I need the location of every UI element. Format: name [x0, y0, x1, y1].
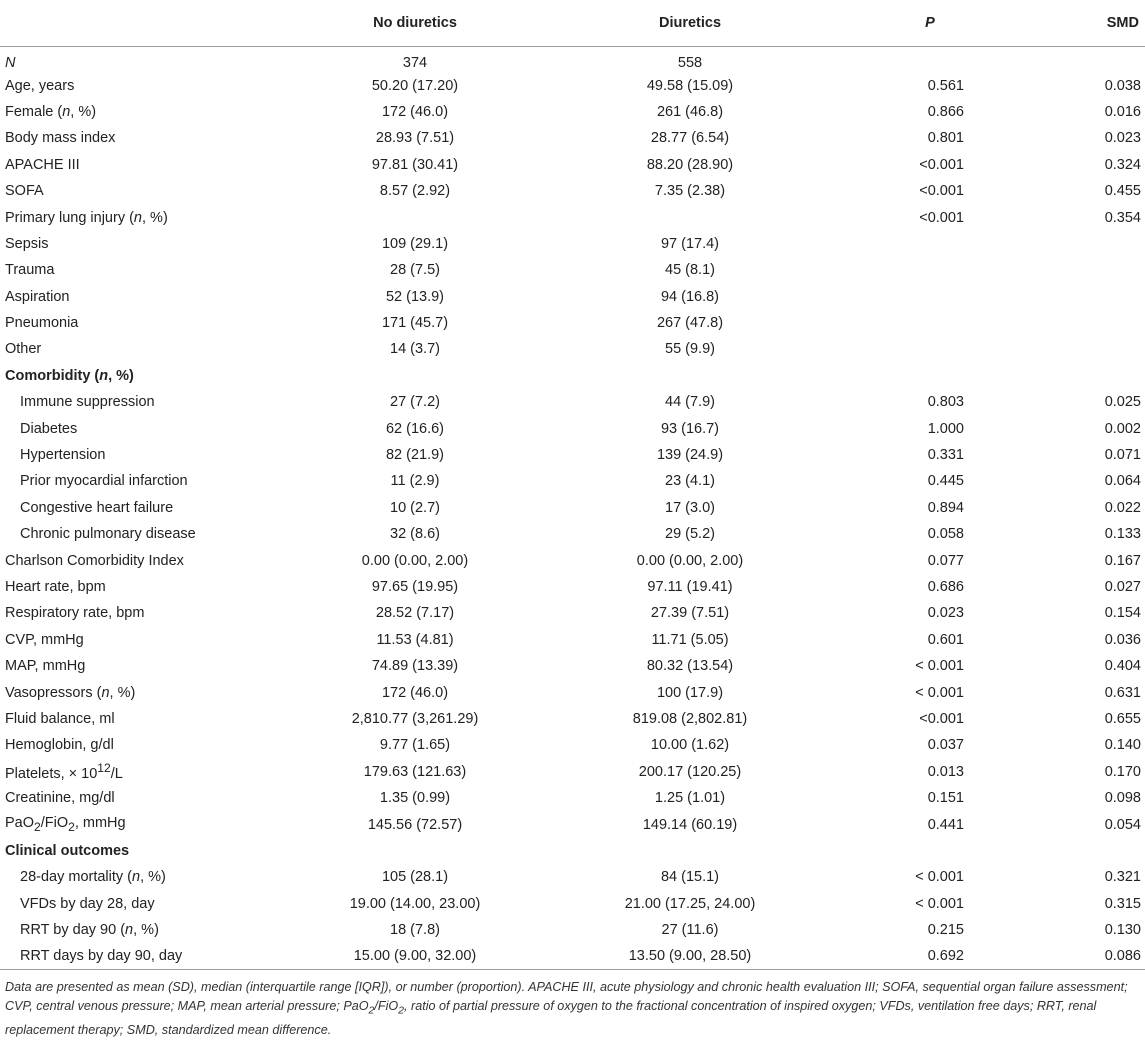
cell-p-value: <0.001	[919, 156, 964, 173]
cell-p-value	[880, 46, 980, 72]
table-row	[0, 759, 1145, 785]
cell-p-value: <0.001	[919, 183, 964, 200]
cell-p-value: 0.037	[927, 737, 964, 754]
cell-smd: 0.038	[1104, 77, 1141, 94]
table-row	[0, 72, 1145, 98]
table-row	[0, 547, 1145, 573]
table-row	[0, 811, 1145, 837]
row-label: Charlson Comorbidity Index	[5, 552, 184, 569]
cell-smd	[980, 46, 1145, 72]
cell-smd	[980, 838, 1145, 864]
cell-smd	[980, 336, 1145, 362]
cell-smd: 0.016	[1104, 103, 1141, 120]
cell-smd: 0.098	[1104, 790, 1141, 807]
cell-diuretics: 139 (24.9)	[656, 447, 724, 464]
cell-p-value: <0.001	[919, 209, 964, 226]
cell-p-value: < 0.001	[915, 684, 964, 701]
cell-smd: 0.321	[1104, 869, 1141, 886]
cell-no-diuretics: 50.20 (17.20)	[371, 77, 459, 94]
header-p-value: P	[880, 0, 980, 46]
row-label: Immune suppression	[20, 394, 155, 411]
table-footnote: Data are presented as mean (SD), median (interquartile range [IQR]), or number (proportion). APACHE III, acute physiology and chronic health evaluation III; SOFA, sequential organ failure assessment; CVP, central venous pressure; MAP, mean arterial pressure; PaO$_2$/FiO$_2$, ratio of partial pressure of oxygen to the fractional concentration of inspired oxygen; VFDs, ventilation free days; RRT, renal replacement therapy; SMD, standardized mean difference.	[5, 980, 1128, 1037]
row-label: CVP, mmHg	[5, 631, 84, 648]
row-label: PaO$_2$/FiO$_2$, mmHg	[5, 815, 126, 834]
cell-diuretics: 819.08 (2,802.81)	[632, 710, 748, 727]
cell-smd	[980, 363, 1145, 389]
cell-no-diuretics: 172 (46.0)	[381, 684, 449, 701]
cell-diuretics: 558	[677, 55, 703, 72]
cell-no-diuretics	[330, 838, 500, 864]
table-row	[0, 152, 1145, 178]
row-label: Sepsis	[5, 235, 49, 252]
cell-diuretics: 27 (11.6)	[661, 922, 719, 939]
table-row	[0, 732, 1145, 758]
row-label: Respiratory rate, bpm	[5, 605, 145, 622]
cell-p-value	[880, 838, 980, 864]
cell-diuretics: 94 (16.8)	[660, 288, 720, 305]
row-label: Vasopressors (n, %)	[5, 684, 136, 701]
table-row	[0, 891, 1145, 917]
cell-p-value: 0.331	[927, 447, 964, 464]
row-label: Hemoglobin, g/dl	[5, 737, 114, 754]
row-label: Clinical outcomes	[5, 842, 130, 859]
section-header-row	[0, 838, 1145, 864]
cell-no-diuretics: 15.00 (9.00, 32.00)	[330, 943, 500, 969]
cell-smd: 0.154	[1104, 605, 1141, 622]
cell-smd: 0.036	[1104, 631, 1141, 648]
table-row	[0, 178, 1145, 204]
table-row	[0, 284, 1145, 310]
cell-smd: 0.054	[1104, 816, 1141, 833]
cell-no-diuretics: 10 (2.7)	[390, 499, 440, 516]
table-row	[0, 521, 1145, 547]
table-row	[0, 679, 1145, 705]
cell-no-diuretics: 74.89 (13.39)	[371, 658, 459, 675]
row-label: MAP, mmHg	[5, 658, 86, 675]
cell-p-value: 0.445	[927, 473, 964, 490]
cell-smd	[980, 310, 1145, 336]
cell-p-value: 0.866	[927, 103, 964, 120]
cell-p-value: 0.441	[927, 816, 964, 833]
cell-no-diuretics: 11.53 (4.81)	[376, 631, 454, 648]
cell-diuretics: 11.71 (5.05)	[651, 631, 729, 648]
cell-no-diuretics: 82 (21.9)	[385, 447, 445, 464]
cell-diuretics: 17 (3.0)	[665, 499, 715, 516]
cell-p-value	[880, 284, 980, 310]
row-label: Aspiration	[5, 288, 70, 305]
cell-no-diuretics: 28.52 (7.17)	[375, 605, 455, 622]
row-label: Creatinine, mg/dl	[5, 790, 115, 807]
cell-diuretics: 27.39 (7.51)	[650, 605, 730, 622]
cell-smd: 0.130	[1104, 922, 1141, 939]
cell-smd: 0.404	[1104, 658, 1141, 675]
cell-smd: 0.324	[1104, 156, 1141, 173]
cell-diuretics: 149.14 (60.19)	[642, 816, 738, 833]
row-label: Age, years	[5, 77, 75, 94]
cell-smd: 0.167	[1104, 552, 1141, 569]
cell-smd: 0.631	[1104, 684, 1141, 701]
cell-diuretics: 80.32 (13.54)	[646, 658, 734, 675]
cell-no-diuretics: 2,810.77 (3,261.29)	[351, 710, 479, 727]
table-row	[0, 46, 1145, 72]
cell-p-value: 0.013	[927, 763, 964, 780]
cell-diuretics: 55 (9.9)	[665, 341, 715, 358]
cell-diuretics: 21.00 (17.25, 24.00)	[624, 895, 756, 912]
table-row	[0, 917, 1145, 943]
table-row	[0, 389, 1145, 415]
cell-diuretics: 7.35 (2.38)	[654, 183, 726, 200]
header-smd: SMD	[980, 0, 1145, 46]
cell-no-diuretics	[330, 204, 500, 230]
cell-p-value	[880, 231, 980, 257]
cell-no-diuretics: 105 (28.1)	[381, 869, 449, 886]
cell-p-value	[880, 363, 980, 389]
cell-p-value: 0.077	[927, 552, 964, 569]
row-label: Platelets, × $10^{12}/L$	[5, 761, 123, 783]
cell-smd: 0.354	[1104, 209, 1141, 226]
section-header-row	[0, 363, 1145, 389]
cell-diuretics: 1.25 (1.01)	[654, 790, 726, 807]
cell-smd: 0.655	[1104, 710, 1141, 727]
cell-smd: 0.170	[1104, 763, 1141, 780]
row-label: APACHE III	[5, 156, 80, 173]
table-row	[0, 864, 1145, 890]
cell-diuretics: 49.58 (15.09)	[646, 77, 734, 94]
table-row	[0, 99, 1145, 125]
table-row	[0, 706, 1145, 732]
cell-diuretics: 261 (46.8)	[656, 103, 724, 120]
row-label: Female (n, %)	[5, 103, 97, 120]
cell-p-value: 0.803	[927, 394, 964, 411]
row-label: RRT by day 90 (n, %)	[20, 922, 159, 939]
table-row	[0, 943, 1145, 969]
header-diuretics: Diuretics	[500, 0, 880, 46]
table-row	[0, 785, 1145, 811]
cell-p-value: 0.023	[927, 605, 964, 622]
row-label: Body mass index	[5, 130, 116, 147]
cell-no-diuretics: 27 (7.2)	[390, 394, 440, 411]
cell-no-diuretics: 1.35 (0.99)	[379, 790, 451, 807]
table-row	[0, 204, 1145, 230]
row-label: Pneumonia	[5, 315, 79, 332]
cell-smd: 0.133	[1104, 526, 1141, 543]
cell-no-diuretics: 145.56 (72.57)	[367, 816, 463, 833]
row-label: Chronic pulmonary disease	[20, 526, 196, 543]
cell-smd	[980, 257, 1145, 283]
cell-p-value: < 0.001	[915, 895, 964, 912]
table-row	[0, 627, 1145, 653]
cell-no-diuretics: 374	[402, 55, 428, 72]
table-row	[0, 468, 1145, 494]
row-label: Other	[5, 341, 42, 358]
cell-smd: 0.086	[980, 943, 1145, 969]
row-label: Diabetes	[20, 420, 78, 437]
cell-no-diuretics: 172 (46.0)	[381, 103, 449, 120]
cell-diuretics: 44 (7.9)	[665, 394, 715, 411]
cell-no-diuretics: 97.81 (30.41)	[371, 156, 459, 173]
table-row	[0, 600, 1145, 626]
cell-no-diuretics: 179.63 (121.63)	[363, 763, 467, 780]
cell-no-diuretics: 11 (2.9)	[390, 473, 440, 490]
cell-diuretics: 93 (16.7)	[660, 420, 720, 437]
table-row	[0, 415, 1145, 441]
cell-smd	[980, 231, 1145, 257]
table-row	[0, 442, 1145, 468]
cell-p-value: 0.151	[927, 790, 964, 807]
cell-p-value: 0.215	[927, 922, 964, 939]
cell-smd: 0.022	[1104, 499, 1141, 516]
cell-smd: 0.071	[1104, 447, 1141, 464]
cell-smd	[980, 284, 1145, 310]
cell-diuretics: 13.50 (9.00, 28.50)	[500, 943, 880, 969]
cell-smd: 0.315	[1104, 895, 1141, 912]
cell-no-diuretics: 0.00 (0.00, 2.00)	[361, 552, 469, 569]
row-label: Fluid balance, ml	[5, 710, 115, 727]
table-row	[0, 495, 1145, 521]
cell-smd: 0.064	[1104, 473, 1141, 490]
cell-smd: 0.023	[1104, 130, 1141, 147]
table-row	[0, 310, 1145, 336]
row-label: Comorbidity (n, %)	[5, 367, 134, 384]
cell-diuretics: 84 (15.1)	[660, 869, 720, 886]
row-label: Congestive heart failure	[20, 499, 174, 516]
cell-diuretics	[500, 204, 880, 230]
row-label: Heart rate, bpm	[5, 579, 106, 595]
cell-diuretics	[500, 838, 880, 864]
cell-diuretics: 28.77 (6.54)	[650, 130, 730, 147]
row-label: Hypertension	[20, 447, 106, 464]
table-header-row	[0, 0, 1145, 46]
cell-diuretics: 45 (8.1)	[665, 262, 715, 279]
cell-p-value: 0.561	[927, 77, 964, 94]
cell-p-value: 0.601	[927, 631, 964, 648]
cell-p-value	[880, 257, 980, 283]
cell-diuretics: 29 (5.2)	[665, 526, 715, 543]
cell-p-value: 0.801	[927, 130, 964, 147]
cell-p-value	[880, 336, 980, 362]
table-body	[0, 46, 1145, 970]
table-row	[0, 336, 1145, 362]
row-label: Trauma	[5, 262, 55, 279]
cell-diuretics: 267 (47.8)	[656, 315, 724, 332]
table-row	[0, 231, 1145, 257]
cell-no-diuretics: 18 (7.8)	[390, 922, 440, 939]
cell-smd: 0.140	[1104, 737, 1141, 754]
cell-diuretics: 100 (17.9)	[656, 684, 724, 701]
table-row	[0, 125, 1145, 151]
cell-p-value: < 0.001	[915, 658, 964, 675]
cell-diuretics: 0.00 (0.00, 2.00)	[636, 552, 744, 569]
cell-no-diuretics: 32 (8.6)	[390, 526, 440, 543]
table-row	[0, 653, 1145, 679]
table-row	[0, 257, 1145, 283]
row-label: RRT days by day 90, day	[0, 943, 330, 969]
cell-smd: 0.027	[1104, 579, 1141, 595]
cell-smd: 0.025	[1104, 394, 1141, 411]
cell-p-value	[880, 310, 980, 336]
cell-no-diuretics: 97.65 (19.95)	[371, 579, 459, 595]
row-label: Primary lung injury (n, %)	[5, 209, 168, 226]
cell-diuretics: 88.20 (28.90)	[646, 156, 734, 173]
header-variable	[0, 0, 330, 46]
cell-no-diuretics: 28 (7.5)	[390, 262, 440, 279]
cell-no-diuretics: 109 (29.1)	[381, 235, 449, 252]
header-no-diuretics: No diuretics	[330, 0, 500, 46]
row-label: Prior myocardial infarction	[20, 473, 188, 490]
cell-no-diuretics: 14 (3.7)	[390, 341, 440, 358]
cell-p-value: 0.692	[880, 943, 980, 969]
row-label: N	[5, 55, 16, 72]
cell-no-diuretics: 52 (13.9)	[385, 288, 445, 305]
cell-smd: 0.002	[1104, 420, 1141, 437]
cell-no-diuretics: 28.93 (7.51)	[375, 130, 455, 147]
cell-p-value: < 0.001	[915, 869, 964, 886]
cell-diuretics: 97.11 (19.41)	[647, 579, 733, 595]
cell-p-value: 1.000	[927, 420, 964, 437]
row-label: 28-day mortality (n, %)	[20, 869, 166, 886]
cell-diuretics	[500, 363, 880, 389]
cell-no-diuretics: 8.57 (2.92)	[379, 183, 451, 200]
table-row	[0, 574, 1145, 600]
cell-diuretics: 97 (17.4)	[660, 235, 720, 252]
cell-no-diuretics: 19.00 (14.00, 23.00)	[349, 895, 481, 912]
row-label: VFDs by day 28, day	[20, 895, 155, 912]
cell-smd: 0.455	[1104, 183, 1141, 200]
row-label: SOFA	[5, 183, 44, 200]
cell-no-diuretics: 9.77 (1.65)	[379, 737, 451, 754]
cell-no-diuretics: 62 (16.6)	[385, 420, 445, 437]
cell-no-diuretics	[330, 363, 500, 389]
cell-p-value: 0.894	[927, 499, 964, 516]
cell-p-value: 0.686	[927, 579, 964, 595]
cell-diuretics: 200.17 (120.25)	[638, 763, 742, 780]
cell-p-value: 0.058	[927, 526, 964, 543]
cell-no-diuretics: 171 (45.7)	[381, 315, 449, 332]
cell-diuretics: 10.00 (1.62)	[650, 737, 730, 754]
cell-diuretics: 23 (4.1)	[665, 473, 715, 490]
cell-p-value: <0.001	[919, 710, 964, 727]
